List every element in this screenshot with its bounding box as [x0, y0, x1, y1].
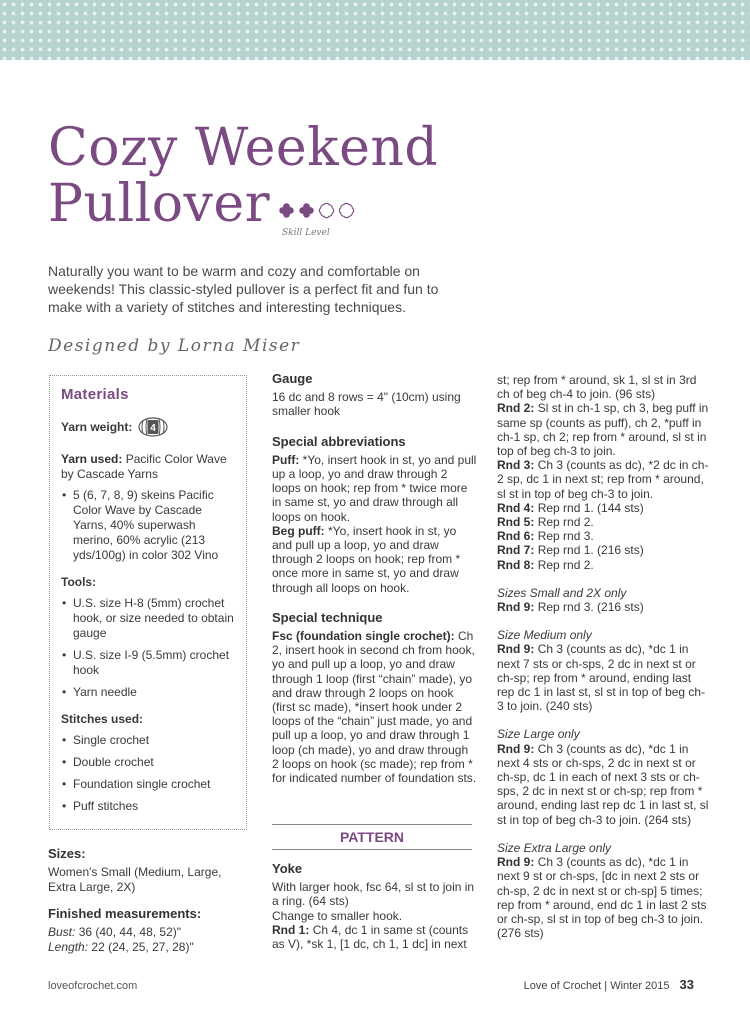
rnd-row [497, 558, 709, 572]
rnd-label: Rnd 9: [497, 600, 535, 615]
list-item: • Yarn needle [61, 685, 238, 700]
pattern-heading: PATTERN [272, 824, 472, 850]
rnd-row [497, 401, 709, 458]
puff-text: *Yo, insert hook in st, yo and pull up a loop, yo and draw through 2 loops on hook; rep from * twice more in same st, yo and draw through all loops on hook. [272, 452, 477, 524]
title-line-1: Cozy Weekend [48, 118, 439, 178]
rnd-row [497, 529, 709, 543]
rnd-text: Ch 3 (counts as dc), *2 dc in ch-2 sp, dc 1 in next st; rep from * around, sl st in top of beg ch-3 to join. [497, 458, 709, 501]
stitches-list [61, 733, 238, 814]
rnd-label: Rnd 6: [497, 529, 535, 544]
finished-measurements-section [48, 906, 248, 955]
tools-label: Tools: [61, 575, 97, 589]
fsc-definition [272, 629, 478, 785]
rnd-label: Rnd 4: [497, 500, 535, 515]
size-heading: Size Medium only [497, 628, 592, 643]
decorative-dot-band [0, 0, 750, 60]
skill-flower-filled-icon [278, 202, 295, 219]
rnd-row [497, 855, 709, 940]
length-value: 22 (24, 25, 27, 28)" [91, 940, 194, 954]
yarn-weight-row [61, 416, 238, 438]
rnd-text: Rep rnd 1. (216 sts) [537, 543, 644, 558]
size-heading: Sizes Small and 2X only [497, 585, 627, 600]
rnd-label: Rnd 9: [497, 741, 535, 756]
rnd-1 [272, 923, 478, 951]
rnd-text: Rep rnd 3. (216 sts) [537, 600, 644, 615]
finished-measurements-label: Finished measurements: [48, 906, 202, 921]
column-two [272, 372, 478, 801]
rnd-text: Rep rnd 2. [537, 557, 594, 572]
skill-flower-empty-icon [318, 202, 335, 219]
rnd-text: Ch 3 (counts as dc), *dc 1 in next 9 st or ch-sps, [dc in next 2 sts or ch-sp, 2 dc in next st or ch-sp] 5 times; rep from * around, end dc 1 in last 2 sts or ch-sp, sl st in top of beg ch-3 to join. (276 sts) [497, 855, 707, 941]
rnd-text: Rep rnd 3. [537, 529, 594, 544]
stitches-label: Stitches used: [61, 712, 144, 726]
skill-flower-empty-icon [338, 202, 355, 219]
rnd-row [497, 600, 709, 614]
designer-credit: Designed by Lorna Miser [48, 336, 301, 356]
rnd-label: Rnd 8: [497, 557, 535, 572]
list-item: • Puff stitches [61, 799, 238, 814]
size-heading: Size Large only [497, 727, 580, 742]
intro-paragraph: Naturally you want to be warm and cozy and comfortable on weekends! This classic-styled pullover is a perfect fit and fun to make with a variety of stitches and interesting techniques. [48, 263, 439, 315]
sizes-label: Sizes: [48, 846, 86, 861]
gauge-label: Gauge [272, 371, 313, 386]
rnd-row [497, 642, 709, 713]
yarn-weight-label: Yarn weight: [61, 419, 133, 434]
skill-flower-filled-icon [298, 202, 315, 219]
bust-value: 36 (40, 44, 48, 52)" [78, 925, 182, 939]
length-label: Length: [48, 940, 89, 954]
rnd-text: Ch 3 (counts as dc), *dc 1 in next 4 sts or ch-sps, 2 dc in next st or ch-sp, dc 1 in each of next 3 sts or ch-sps, 2 dc in next st or ch-sp; rep from * around, ending last rep dc 1 in last st, sl st in top of beg ch-3 to join. (264 sts) [497, 741, 709, 827]
footer-issue-date: Winter 2015 [610, 980, 670, 992]
rnd-row [497, 458, 709, 501]
rnd-label: Rnd 7: [497, 543, 535, 558]
abbreviations-label: Special abbreviations [272, 433, 406, 449]
puff-label: Puff: [272, 452, 300, 467]
rnd-label: Rnd 3: [497, 458, 535, 473]
footer-issue: Love of Crochet | Winter 2015 33 [523, 977, 694, 992]
title-line-2: Pullover [48, 174, 271, 234]
column-three [497, 373, 709, 940]
rnd-row [497, 515, 709, 529]
gauge-text: 16 dc and 8 rows = 4" (10cm) using smaller hook [272, 390, 461, 419]
rnd-text: Sl st in ch-1 sp, ch 3, beg puff in same sp (counts as puff), ch 2, *puff in ch-1 sp, ch 2; rep from * around, sl st in top of beg ch-3 to join. [497, 401, 709, 459]
rnd-1-text: Ch 4, dc 1 in same st (counts as V), *sk 1, [1 dc, ch 1, 1 dc] in next [272, 922, 469, 952]
materials-box [49, 375, 247, 830]
fsc-text: Ch 2, insert hook in second ch from hook, yo and pull up a loop, yo and draw through 1 loop (first “chain” made), yo and draw through 2 loops on hook (first sc made), *insert hook under 2 loops of the “chain” just made, yo and pull up a loop, yo and draw through 1 loop (ch made), yo and draw through 2 loops on hook (sc made); rep from * for indicated number of foundation sts. [272, 629, 477, 786]
rnd-text: Rep rnd 2. [537, 515, 594, 530]
technique-label: Special technique [272, 609, 383, 625]
yarn-list [61, 488, 238, 563]
yarn-used [61, 452, 238, 482]
fsc-label: Fsc (foundation single crochet): [272, 629, 455, 644]
materials-title: Materials [61, 386, 129, 403]
rnd-1-continued: st; rep from * around, sk 1, sl st in 3rd ch of beg ch-4 to join. (96 sts) [497, 373, 697, 402]
rnd-label: Rnd 9: [497, 855, 535, 870]
rnd-label: Rnd 9: [497, 642, 535, 657]
yoke-line-1: With larger hook, fsc 64, sl st to join in a ring. (64 sts) [272, 880, 475, 909]
bust-row [48, 925, 248, 940]
list-item: • Double crochet [61, 755, 238, 770]
rnd-row [497, 501, 709, 515]
rnd-row [497, 543, 709, 557]
rnd-label: Rnd 5: [497, 515, 535, 530]
beg-puff-label: Beg puff: [272, 523, 325, 538]
puff-definition [272, 453, 478, 524]
beg-puff-definition [272, 524, 478, 595]
footer-site: loveofcrochet.com [48, 980, 138, 992]
rnd-text: Rep rnd 1. (144 sts) [537, 500, 644, 515]
list-item: • U.S. size I-9 (5.5mm) crochet hook [61, 648, 238, 678]
yarn-used-value: Pacific Color Wave by Cascade Yarns [61, 452, 227, 481]
yoke-section [272, 862, 478, 951]
yoke-line-2: Change to smaller hook. [272, 908, 403, 923]
yarn-skein-icon [137, 416, 169, 438]
page-number: 33 [679, 977, 694, 992]
sizes-text: Women's Small (Medium, Large, Extra Large, 2X) [48, 865, 222, 894]
length-row [48, 940, 248, 955]
size-heading: Size Extra Large only [497, 840, 612, 855]
sizes-section [48, 846, 248, 895]
rnd-row [497, 742, 709, 827]
beg-puff-text: *Yo, insert hook in st, yo and pull up a loop, yo and draw through 2 loops on hook; rep from * once more in same st, yo and draw through all loops on hook. [272, 523, 461, 595]
yarn-used-label: Yarn used: [61, 452, 123, 466]
tools-list [61, 596, 238, 700]
bust-label: Bust: [48, 925, 76, 939]
page-title [48, 120, 438, 232]
rnd-label: Rnd 2: [497, 401, 535, 416]
skill-level-indicator [278, 202, 355, 219]
skill-level-label: Skill Level [282, 228, 330, 238]
rnd-text: Ch 3 (counts as dc), *dc 1 in next 7 sts or ch-sps, 2 dc in next st or ch-sp; rep from * around, ending last rep dc 1 in last st, sl st in top of beg ch-3 to join. (240 sts) [497, 642, 706, 714]
list-item: • Single crochet [61, 733, 238, 748]
list-item: • 5 (6, 7, 8, 9) skeins Pacific Color Wave by Cascade Yarns, 40% superwash merino, 60% acrylic (213 yds/100g) in color 302 Vino [61, 488, 238, 563]
list-item: • U.S. size H-8 (5mm) crochet hook, or size needed to obtain gauge [61, 596, 238, 641]
yarn-weight-number: 4 [150, 423, 157, 434]
footer-magazine: Love of Crochet [523, 980, 602, 992]
list-item: • Foundation single crochet [61, 777, 238, 792]
yoke-label: Yoke [272, 861, 303, 876]
rnd-1-label: Rnd 1: [272, 922, 310, 937]
